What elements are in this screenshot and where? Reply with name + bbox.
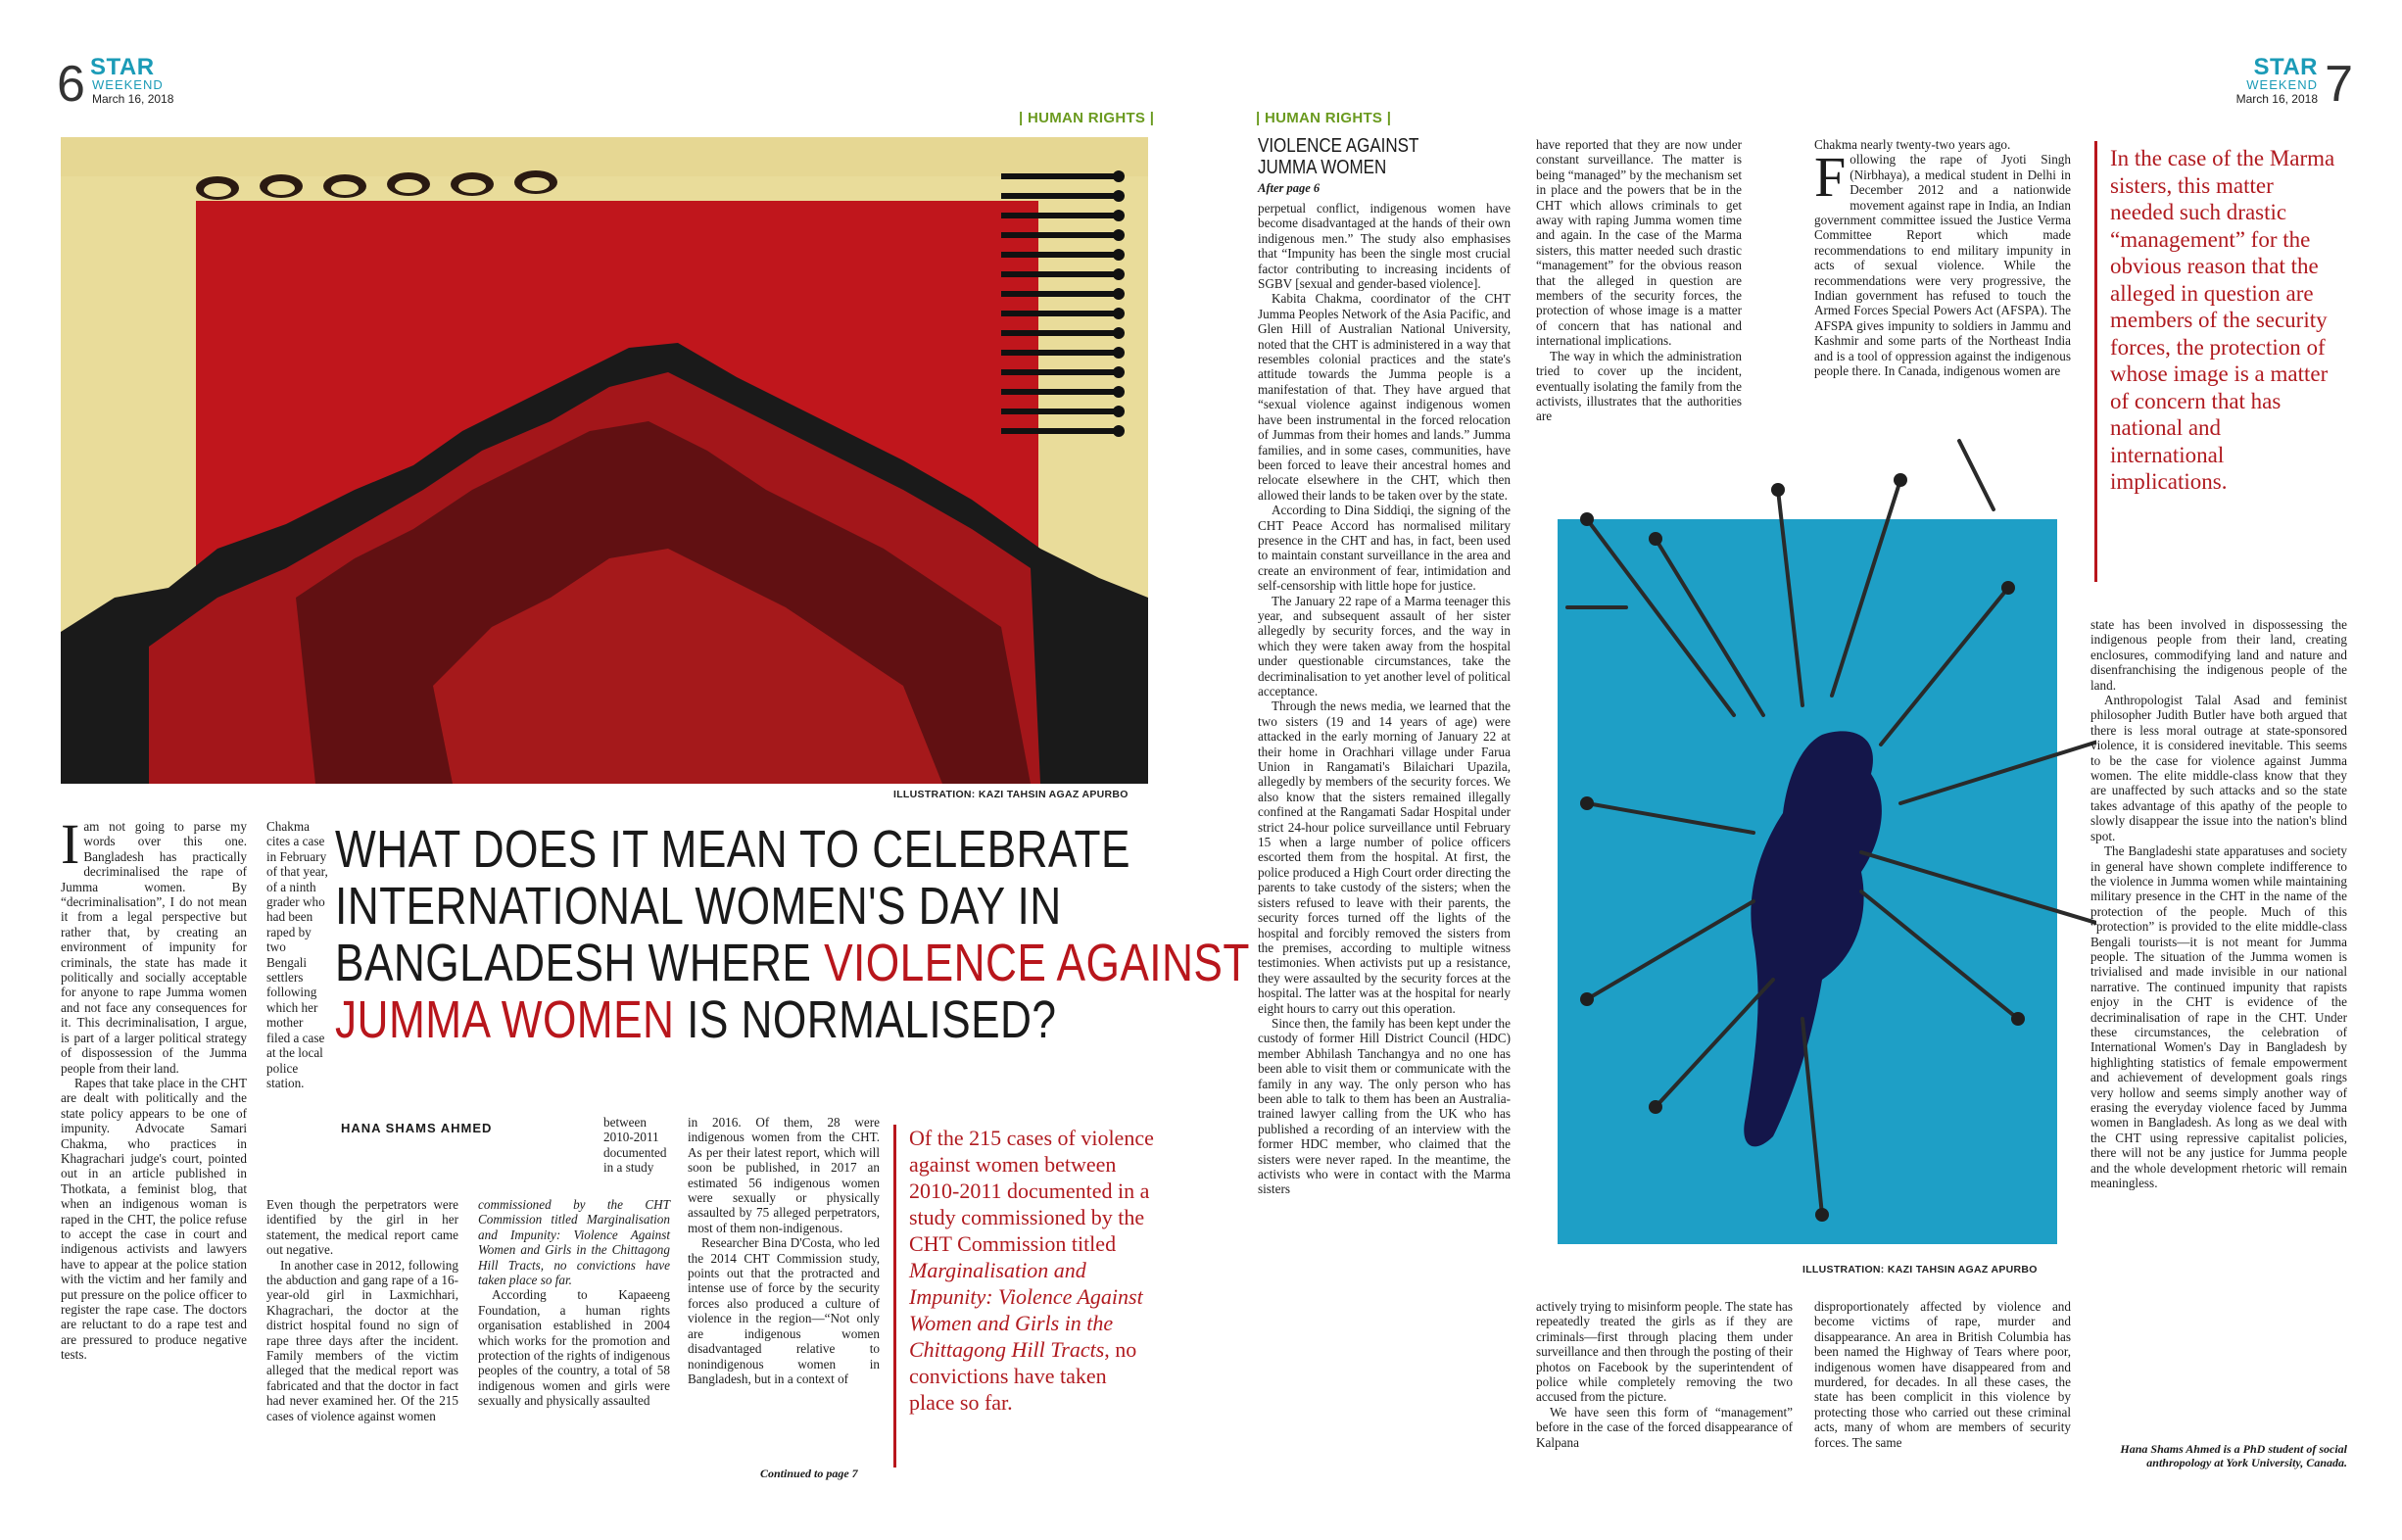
left-col-3-p2: According to Kapaeeng Foundation, a human rights organisation established in 2004 which works for the promotion and protection of the rights of indigenous peoples of the country, a total of 58 indigenous women and girls were sexually and physically assaulted bbox=[478, 1287, 670, 1409]
left-col-2-p2: In another case in 2012, following the abduction and gang rape of a 16-year-old girl in Laxmichhari, Khagrachari, the doctor at the district hospital found no sign of rape three days after the incident. Family members of the victim alleged that the medical report was fabricated and that the doctor in fact had never examined her. Of the 215 cases of violence against women bbox=[266, 1257, 458, 1423]
drop-cap-i: I bbox=[61, 812, 80, 876]
left-col-2-narrow bbox=[266, 819, 329, 1090]
right-col-2-bottom-p1: actively trying to misinform people. The state has repeatedly treated the girls as if they are criminals—first through placing them under surveillance and then through the posting of their photos on Facebook by the superintendent of police while completely removing the two accused from the picture. bbox=[1536, 1299, 1793, 1405]
page-number-left: 6 bbox=[57, 56, 85, 113]
continued-note: Continued to page 7 bbox=[760, 1467, 858, 1480]
right-col-2-top bbox=[1536, 137, 1742, 424]
right-col-3-bottom-text: disproportionately affected by violence and become victims of rape, murder and disappearance. An area in British Columbia has been named the Highway of Tears where poor, indigenous women have disappeared from and murdered, for decades. In all these cases, the state has been complicit in this violence by protecting those who carried out these criminal acts, many of whom are members of security forces. The same bbox=[1814, 1299, 2071, 1450]
headline-line-3a: BANGLADESH WHERE bbox=[335, 934, 825, 992]
subhead-line-1: VIOLENCE AGAINST bbox=[1258, 135, 1419, 157]
right-col-1-p5: Through the news media, we learned that the two sisters (19 and 14 years of age) were attacked in the early morning of January 22 at their home in Orachhari village under Farua Union in Rangamati's Bilaichari Upazila, allegedly by members of the security forces. We also know that the sisters remained illegally confined at the Rangamati Sadar Hospital under strict 24-hour police surveillance until February 15 when a large number of police officers escorted them from the hospital. At first, the police produced a High Court order directing the parents to take custody of the sisters; when the sisters refused to leave with their parents, the security forces turned off the lights of the hospital and forcibly removed the sisters from the premises, according to multiple witness testimonies. When activists put up a resistance, they were assaulted by the security forces at the hospital. The latter was at the hospital for nearly eight hours to carry out this operation. bbox=[1258, 698, 1511, 1016]
headline-line-4b: IS NORMALISED? bbox=[674, 990, 1057, 1049]
section-label-right: | HUMAN RIGHTS | bbox=[1256, 110, 1392, 126]
left-col-1 bbox=[61, 812, 247, 1363]
pull-quote-left-part3: , no convictions have taken place so far. bbox=[909, 1337, 1137, 1415]
right-col-4-p1: state has been involved in dispossessing the indigenous people from their land, creating enclosures, commodifying land and nature and disenfranchising the indigenous people of the land. bbox=[2090, 617, 2347, 693]
right-col-1-p3: According to Dina Siddiqi, the signing of the CHT Peace Accord has normalised military presence in the CHT and has, in fact, been used to maintain constant surveillance in the area and create an environment of fear, intimidation and self-censorship with little hope for justice. bbox=[1258, 503, 1511, 594]
left-col-1-p1: am not going to parse my words over this one. Bangladesh has practically decriminalised the rape of Jumma women. By “decriminalisation”, I do not mean it from a legal perspective but rather that, by creating an environment of impunity for criminals, the state has made it politically and socially acceptable for anyone to rape Jumma women and not face any consequences for it. This decriminalisation, I argue, is part of a larger political strategy of dispossession of the Jumma people from their land. bbox=[61, 819, 247, 1076]
mountain-illustration bbox=[61, 137, 1148, 784]
right-col-2-bottom bbox=[1536, 1299, 1793, 1450]
brand-weekend-right: WEEKEND bbox=[2246, 77, 2318, 92]
pull-quote-left bbox=[909, 1125, 1156, 1416]
after-page-note: After page 6 bbox=[1258, 181, 1321, 195]
issue-date-left: March 16, 2018 bbox=[92, 92, 174, 106]
illustration-credit-right: ILLUSTRATION: KAZI TAHSIN AGAZ APURBO bbox=[1802, 1264, 2038, 1275]
right-col-3-bottom bbox=[1814, 1299, 2071, 1450]
issue-date-right: March 16, 2018 bbox=[2235, 92, 2318, 106]
left-col-1-p2: Rapes that take place in the CHT are dealt with politically and the state policy appears to be one of impunity. Advocate Samari Chakma, who practices in Khagrachari judge's court, pointed out in an article published in Thotkata, a feminist blog, that when an indigenous woman is raped in the CHT, the police refuse to accept the case in court and indigenous activists and lawyers have to appear at the police station with the victim and her family and put pressure on the police officer to register the rape case. The doctors are reluctant to do a rape test and are pressured to produce negative tests. bbox=[61, 1075, 247, 1363]
headline-line-3 bbox=[335, 935, 1250, 991]
pull-quote-left-part2: Marginalisation and Impunity: Violence Against Women and Girls in the Chittagong Hill Tracts bbox=[909, 1258, 1143, 1362]
pull-quote-left-rule bbox=[893, 1125, 896, 1468]
right-col-4 bbox=[2090, 617, 2347, 1190]
right-col-3-top-lead: Chakma nearly twenty-two years ago. bbox=[1814, 137, 2011, 152]
left-col-3-p1: commissioned by the CHT Commission titled Marginalisation and Impunity: Violence Against Women and Girls in the Chittagong Hill Tracts, no convictions have taken place so far. bbox=[478, 1197, 670, 1288]
right-col-4-p2: Anthropologist Talal Asad and feminist philosopher Judith Butler have both argued that there is less moral outrage at state-sponsored violence, it is considered inevitable. This seems to be the case for violence against Jumma women. The elite middle-class know that they are unaffected by such attacks and so the state takes advantage of this apathy of the people to slowly disappear the issue into the nation's blind spot. bbox=[2090, 693, 2347, 843]
pull-quote-left-part1: Of the 215 cases of violence against women between 2010-2011 documented in a study commissioned by the CHT Commission titled bbox=[909, 1126, 1154, 1256]
illustration-credit-left: ILLUSTRATION: KAZI TAHSIN AGAZ APURBO bbox=[893, 789, 1129, 800]
left-col-4-p1: in 2016. Of them, 28 were indigenous women from the CHT. As per their latest report, which will soon be published, in 2017 an estimated 56 indigenous women were sexually or physically assaulted by 75 alleged perpetrators, most of them non-indigenous. bbox=[688, 1115, 880, 1235]
headline-line-3b: VIOLENCE AGAINST bbox=[824, 934, 1250, 992]
right-col-1-p1: perpetual conflict, indigenous women have become disadvantaged at the hands of their own indigenous men.” The study also emphasises that “Impunity has been the single most crucial factor contributing to increasing incidents of SGBV [sexual and gender-based violence]. bbox=[1258, 201, 1511, 292]
left-col-4-p2: Researcher Bina D'Costa, who led the 2014 CHT Commission study, points out that the protracted and intense use of force by the security forces also produced a culture of violence in the region—“Not only are indigenous women disadvantaged relative to nonindigenous women in Bangladesh, but in a context of bbox=[688, 1235, 880, 1386]
left-col-4 bbox=[688, 1115, 880, 1386]
brand-star-left: STAR bbox=[90, 54, 155, 80]
headline-line-4a: JUMMA WOMEN bbox=[335, 990, 675, 1049]
right-col-1-p4: The January 22 rape of a Marma teenager this year, and subsequent assault of her sister allegedly by security forces, and the way in which they were taken away from the hospital under questionable circumstances, take the decriminalisation to yet another level of political acceptance. bbox=[1258, 593, 1511, 698]
left-col-3-wide bbox=[478, 1197, 670, 1409]
right-col-1-p6: Since then, the family has been kept under the custody of former Hill District Council (HDC) member Abhilash Tanchangya and no one has been able to visit them or communicate with the family in any way. The only person who has been able to talk to them has been an Australia-trained lawyer calling from the UK who has published a recording of an interview with the former HDC member, who claimed that the sisters were never raped. In the meantime, the activists who were in contact with the Marma sisters bbox=[1258, 1015, 1511, 1197]
right-col-1-p2: Kabita Chakma, coordinator of the CHT Jumma Peoples Network of the Asia Pacific, and Glen Hill of Australian National University, noted that the CHT is administered in a way that resembles colonial practices and the state's attitude towards the Jumma people is a manifestation of that. They have argued that “sexual violence against indigenous women have been instrumental in the forced relocation of Jummas from their homes and lands.” Jumma families, and in some cases, communities, have been forced to leave their ancestral homes and relocate elsewhere in the CHT, which then allowed their lands to be taken over by the state. bbox=[1258, 291, 1511, 503]
right-col-2-top-p1: have reported that they are now under constant surveillance. The matter is being “managed” by the mechanism set in place and the powers that be in the CHT which allows criminals to get away with raping Jumma women time and again. In the case of the Marma sisters, this matter needed such drastic “management” for the obvious reason that the alleged in question are members of the security forces, the protection of whose image is a matter of concern that has national and international implications. bbox=[1536, 137, 1742, 349]
left-col-3-narrow bbox=[603, 1115, 670, 1176]
left-col-2-narrow-text: Chakma cites a case in February of that year, of a ninth grader who had been raped by two Bengali settlers following which her mother filed a case at the local police station. bbox=[266, 819, 328, 1090]
subhead-line-2: JUMMA WOMEN bbox=[1258, 157, 1387, 178]
right-col-2-bottom-p2: We have seen this form of “management” before in the case of the forced disappearance of Kalpana bbox=[1536, 1404, 1793, 1450]
mountain-illustration-svg bbox=[61, 137, 1148, 784]
section-label-left: | HUMAN RIGHTS | bbox=[1019, 110, 1155, 126]
brand-star-right: STAR bbox=[2253, 54, 2318, 80]
headline-line-4 bbox=[335, 991, 1250, 1048]
right-col-2-top-p2: The way in which the administration tried to cover up the incident, eventually isolating the family from the activists, illustrates that the authorities are bbox=[1536, 348, 1742, 424]
right-col-3-top-text: ollowing the rape of Jyoti Singh (Nirbhaya), a medical student in Delhi in December 2012 and a nationwide movement against rape in India, an Indian government committee issued the Justice Verma Committee Report which made recommendations to end military impunity in acts of sexual violence. While the recommendations were very progressive, the Indian government has refused to touch the Armed Forces Special Powers Act (AFSPA). The AFSPA gives impunity to soldiers in Jammu and Kashmir and some parts of the Northeast India and is a tool of oppression against the indigenous people there. In Canada, indigenous women are bbox=[1814, 152, 2071, 379]
left-col-2-wide bbox=[266, 1197, 458, 1423]
pull-quote-right: In the case of the Marma sisters, this matter needed such drastic “management” for the obvious reason that the alleged in question are members of the security forces, the protection of whose image is a matter of concern that has national and international implications. bbox=[2110, 146, 2335, 494]
left-col-2-p1: Even though the perpetrators were identified by the girl in her statement, the medical report came out negative. bbox=[266, 1197, 458, 1258]
right-col-1 bbox=[1258, 201, 1511, 1197]
brand-weekend-left: WEEKEND bbox=[92, 77, 164, 92]
author-bio: Hana Shams Ahmed is a PhD student of social anthropology at York University, Canada. bbox=[2120, 1442, 2347, 1469]
left-col-3-narrow-text: between 2010-2011 documented in a study bbox=[603, 1115, 667, 1176]
byline: HANA SHAMS AHMED bbox=[341, 1121, 493, 1135]
masthead-right bbox=[2230, 55, 2357, 114]
nails-illustration-svg bbox=[1528, 431, 2096, 1264]
right-col-3-top bbox=[1814, 137, 2071, 379]
headline-line-1: WHAT DOES IT MEAN TO CELEBRATE bbox=[335, 820, 1130, 879]
drop-cap-f: F bbox=[1814, 145, 1847, 210]
headline-line-2: INTERNATIONAL WOMEN'S DAY IN bbox=[335, 877, 1062, 936]
page-number-right: 7 bbox=[2325, 56, 2353, 113]
nails-illustration bbox=[1528, 431, 2096, 1264]
right-col-4-p3: The Bangladeshi state apparatuses and society in general have shown complete indifference to the violence in Jumma women while maintaining military presence in the CHT in the name of the protection of the people. Much of this “protection” is provided to the elite middle-class Bengali tourists—it is not meant for Jumma people. The situation of the Jumma women is trivialised and made invisible in our national narrative. The continued impunity that rapists enjoy in the CHT is evidence of the decriminalisation of rape in the CHT. Under these circumstances, the celebration of International Women's Day in Bangladesh by highlighting statistics of female empowerment and achievement of development goals rings very hollow and seems simply another way of erasing the everyday violence faced by Jumma women in Bangladesh. As long as we deal with the CHT using repressive capitalist policies, there will not be any justice for Jumma people and the whole development rhetoric will remain meaningless. bbox=[2090, 843, 2347, 1191]
